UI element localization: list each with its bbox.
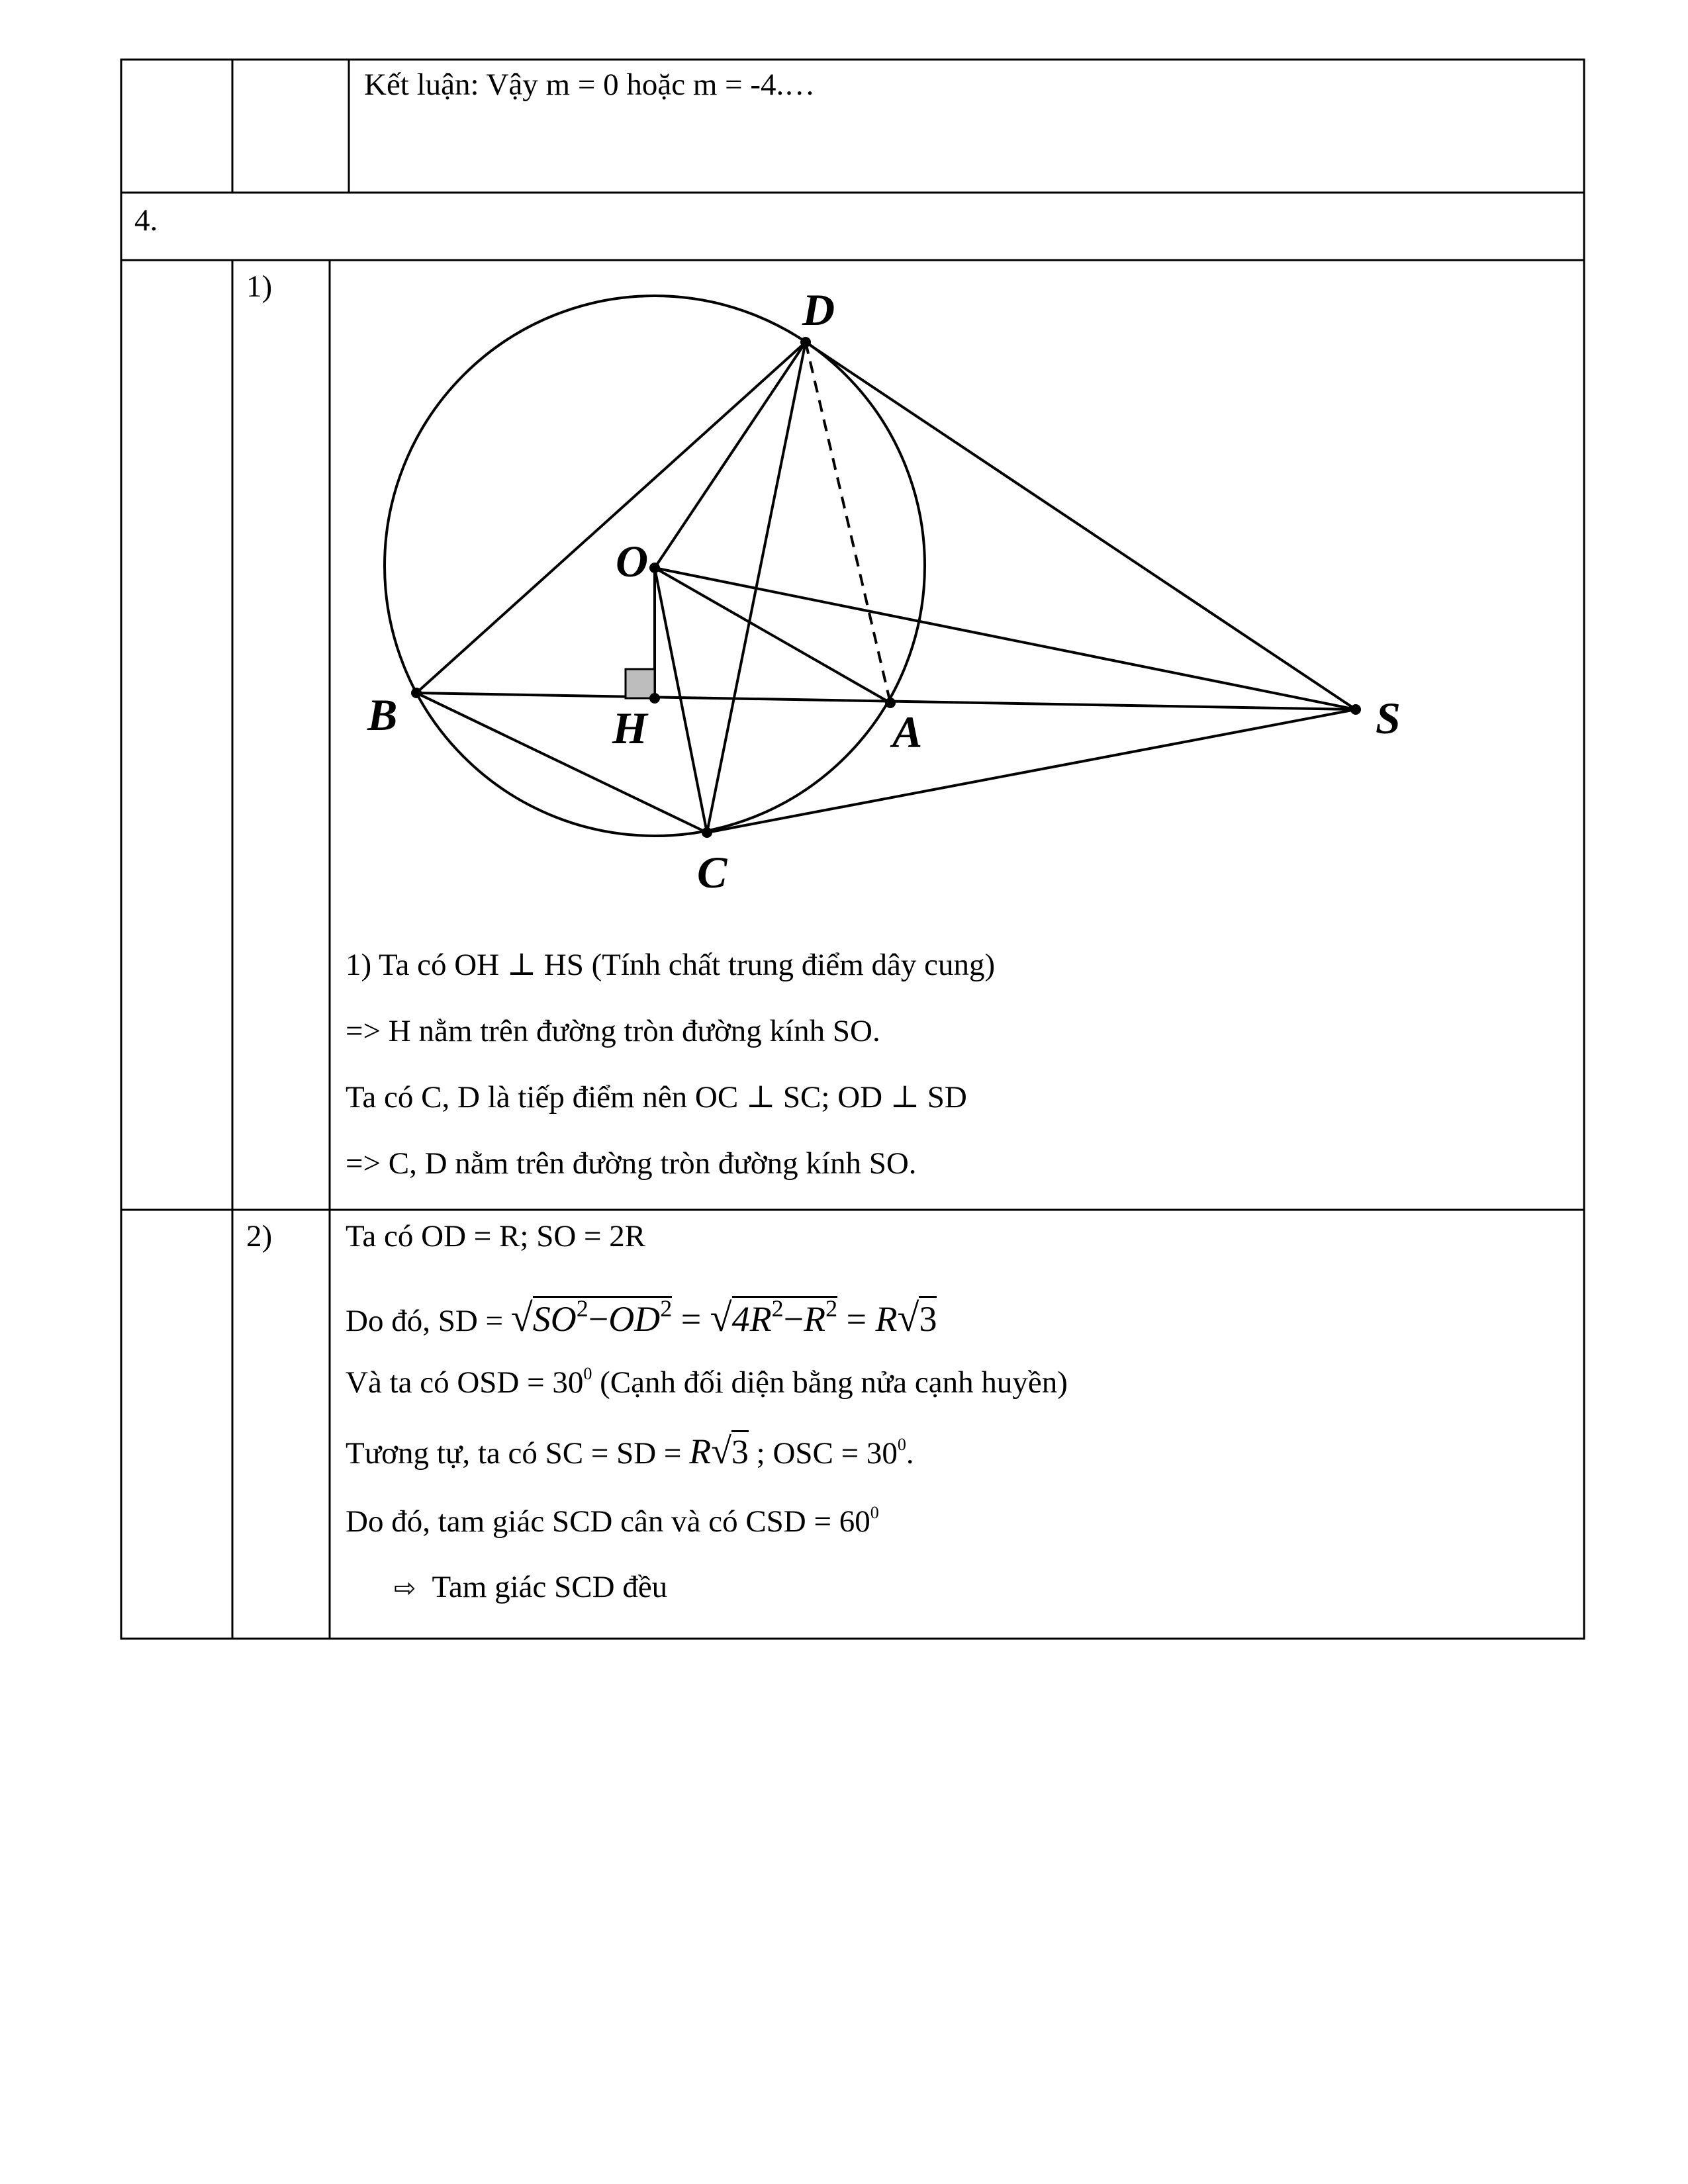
- part2-line3: Và ta có OSD = $30^0$ (Cạnh đối diện bằng nửa cạnh huyền): [346, 1364, 1068, 1400]
- sqrt-symbol: √: [711, 1431, 731, 1472]
- part1-line2: => H nằm trên đường tròn đường kính SO.: [346, 1014, 880, 1048]
- point-s: [1350, 704, 1361, 715]
- label-o: O: [616, 536, 649, 586]
- part2-label: 2): [246, 1219, 273, 1253]
- sqrt-symbol: √: [510, 1296, 533, 1340]
- part2-line2: [346, 1294, 937, 1342]
- sqrt-symbol: √: [710, 1296, 732, 1340]
- point-b: [411, 688, 422, 698]
- label-d: D: [802, 285, 835, 335]
- sqrt-symbol: √: [897, 1296, 919, 1340]
- right-angle-mark: [626, 669, 655, 698]
- point-c: [702, 827, 712, 838]
- part2-line1: Ta có OD = R; SO = 2R: [346, 1219, 646, 1253]
- conclusion-text: Kết luận: Vậy m = 0 hoặc m = -4.…: [364, 68, 816, 102]
- part1-line3: Ta có C, D là tiếp điểm nên OC ⊥ SC; OD ⊥ SD: [346, 1080, 967, 1115]
- segment-oa: [655, 568, 890, 703]
- part2-line4: Tương tự, ta có SC = SD = R√3 ; OSC = $30^0$.: [346, 1431, 914, 1472]
- label-c: C: [697, 847, 727, 897]
- sd-prefix: Do đó, SD =: [346, 1304, 504, 1338]
- segment-da-dashed: [806, 342, 890, 703]
- label-h: H: [612, 703, 647, 753]
- part1-label: 1): [246, 269, 273, 304]
- part2-line5: Do đó, tam giác SCD cân và có CSD = $60^0$: [346, 1503, 879, 1539]
- segment-oc: [655, 568, 707, 833]
- label-s: S: [1376, 693, 1401, 743]
- segment-db: [416, 342, 806, 693]
- sqrt-term-1: $SO^2-OD^2$: [532, 1295, 673, 1339]
- sd-formula: $√SO^2-OD^2 = √4R^2-R^2 = R√3$: [510, 1295, 937, 1340]
- arrow-right-icon: ⇨: [394, 1573, 416, 1604]
- sqrt-term-2: $4R^2-R^2$: [731, 1295, 838, 1339]
- part2-line6: ⇨ Tam giác SCD đều: [394, 1570, 668, 1604]
- segment-bc: [416, 693, 707, 833]
- point-h: [649, 693, 660, 704]
- point-o: [649, 563, 660, 573]
- label-a: A: [892, 707, 923, 757]
- segment-cs: [707, 709, 1356, 833]
- point-d: [800, 337, 811, 347]
- section-number: 4.: [134, 203, 158, 238]
- label-b: B: [367, 690, 398, 740]
- part1-line4: => C, D nằm trên đường tròn đường kính SO.: [346, 1146, 917, 1181]
- part1-line1: 1) Ta có OH ⊥ HS (Tính chất trung điểm dây cung): [346, 948, 996, 982]
